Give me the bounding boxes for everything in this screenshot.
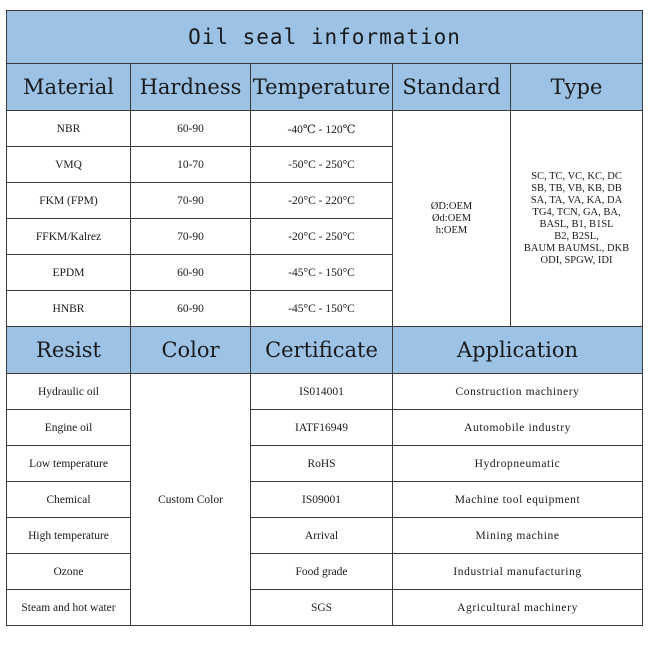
type-line: SB, TB, VB, KB, DB xyxy=(531,182,622,194)
resist-cell: Hydraulic oil xyxy=(7,374,131,410)
temperature-cell: -45°C - 150°C xyxy=(251,255,393,291)
certificate-cell: RoHS xyxy=(251,446,393,482)
hardness-cell: 60-90 xyxy=(131,111,251,147)
resist-cell: Engine oil xyxy=(7,410,131,446)
resist-cell: Chemical xyxy=(7,482,131,518)
resist-cell: Steam and hot water xyxy=(7,590,131,626)
header-standard: Standard xyxy=(393,64,511,111)
standard-cell xyxy=(393,111,511,327)
oil-seal-info-sheet xyxy=(6,10,642,626)
certificate-cell: Food grade xyxy=(251,554,393,590)
resist-row xyxy=(7,482,643,518)
application-cell: Industrial manufacturing xyxy=(393,554,643,590)
type-line: ODI, SPGW, IDI xyxy=(540,254,613,266)
standard-line: h:OEM xyxy=(435,224,468,236)
material-cell: FKM (FPM) xyxy=(7,183,131,219)
resist-row xyxy=(7,554,643,590)
table-title: Oil seal information xyxy=(7,11,643,64)
spec-header-row xyxy=(7,64,643,111)
resist-cell: High temperature xyxy=(7,518,131,554)
standard-line: ØD:OEM xyxy=(430,200,473,212)
resist-cell: Ozone xyxy=(7,554,131,590)
temperature-cell: -40℃ - 120℃ xyxy=(251,111,393,147)
header-certificate: Certificate xyxy=(251,327,393,374)
application-cell: Construction machinery xyxy=(393,374,643,410)
header-type: Type xyxy=(511,64,643,111)
type-line: SC, TC, VC, KC, DC xyxy=(531,170,622,182)
header-hardness: Hardness xyxy=(131,64,251,111)
resist-cell: Low temperature xyxy=(7,446,131,482)
type-line: BASL, B1, B1SL xyxy=(539,218,614,230)
type-line: BAUM BAUMSL, DKB xyxy=(523,242,630,254)
standard-line: Ød:OEM xyxy=(431,212,472,224)
header-color: Color xyxy=(131,327,251,374)
material-cell: VMQ xyxy=(7,147,131,183)
type-cell xyxy=(511,111,643,327)
certificate-cell: Arrival xyxy=(251,518,393,554)
hardness-cell: 60-90 xyxy=(131,255,251,291)
temperature-cell: -50°C - 250°C xyxy=(251,147,393,183)
temperature-cell: -45°C - 150°C xyxy=(251,291,393,327)
temperature-cell: -20°C - 220°C xyxy=(251,183,393,219)
material-cell: FFKM/Kalrez xyxy=(7,219,131,255)
application-cell: Hydropneumatic xyxy=(393,446,643,482)
header-temperature: Temperature xyxy=(251,64,393,111)
resist-row xyxy=(7,518,643,554)
header-resist: Resist xyxy=(7,327,131,374)
certificate-cell: IS014001 xyxy=(251,374,393,410)
header-application: Application xyxy=(393,327,643,374)
certificate-cell: IS09001 xyxy=(251,482,393,518)
material-cell: NBR xyxy=(7,111,131,147)
type-line: TG4, TCN, GA, BA, xyxy=(532,206,621,218)
table-body xyxy=(7,11,643,626)
type-line: SA, TA, VA, KA, DA xyxy=(530,194,623,206)
application-cell: Automobile industry xyxy=(393,410,643,446)
resist-row xyxy=(7,374,643,410)
application-cell: Agricultural machinery xyxy=(393,590,643,626)
resist-row xyxy=(7,590,643,626)
hardness-cell: 10-70 xyxy=(131,147,251,183)
material-row xyxy=(7,111,643,147)
type-line: B2, B2SL, xyxy=(554,230,599,242)
resist-row xyxy=(7,410,643,446)
hardness-cell: 70-90 xyxy=(131,183,251,219)
certificate-cell: SGS xyxy=(251,590,393,626)
oil-seal-table xyxy=(6,10,643,626)
title-row xyxy=(7,11,643,64)
hardness-cell: 70-90 xyxy=(131,219,251,255)
material-cell: HNBR xyxy=(7,291,131,327)
hardness-cell: 60-90 xyxy=(131,291,251,327)
application-cell: Machine tool equipment xyxy=(393,482,643,518)
material-cell: EPDM xyxy=(7,255,131,291)
application-cell: Mining machine xyxy=(393,518,643,554)
resist-row xyxy=(7,446,643,482)
resist-header-row xyxy=(7,327,643,374)
temperature-cell: -20°C - 250°C xyxy=(251,219,393,255)
color-cell: Custom Color xyxy=(131,374,251,626)
certificate-cell: IATF16949 xyxy=(251,410,393,446)
header-material: Material xyxy=(7,64,131,111)
